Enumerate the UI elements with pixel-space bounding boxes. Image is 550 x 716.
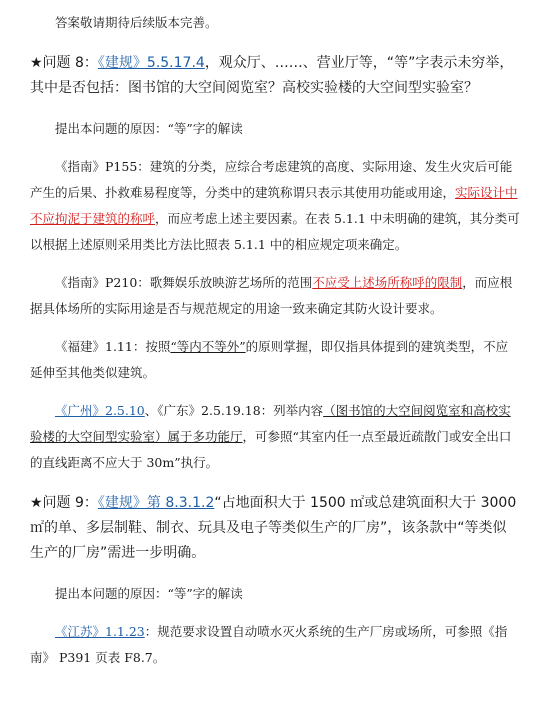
question-8 (30, 51, 520, 101)
paragraph-fujian (30, 334, 520, 386)
question-8-star: ★问题 8： (30, 55, 98, 71)
highlight-red: 实际设计中不应拘泥于建筑的称呼 (30, 185, 518, 226)
text-segment: ：规范要求设置自动喷水灭火系统的生产厂房或场所，可参照《指南》 P391 页表 F8.7。 (30, 624, 508, 665)
paragraph-zhinan-p155 (30, 154, 520, 258)
highlight-red: 不应受上述场所称呼的限制 (312, 275, 463, 290)
guangzhou-reference-link[interactable]: 《广州》2.5.10 (55, 403, 145, 418)
text-segment: 、《广东》2.5.19.18：列举内容 (144, 403, 324, 418)
underline-segment: （图书馆的大空间阅览室和高校实验楼的大空间型实验室）属于多功能厅 (30, 403, 511, 444)
jiangsu-reference-link[interactable]: 《江苏》1.1.23 (55, 624, 145, 639)
question-9 (30, 491, 520, 566)
text-segment: ，而应根据具体场所的实际用途是否与规范规定的用途一致来确定其防火设计要求。 (30, 275, 513, 316)
question-8-reason: 提出本问题的原因：“等”字的解读 (55, 121, 243, 136)
question-9-star: ★问题 9： (30, 495, 98, 511)
question-9-reference-link[interactable]: 《建规》第 8.3.1.2 (97, 495, 215, 511)
paragraph-zhinan-p210 (30, 270, 520, 322)
question-8-text: ，观众厅、……、营业厅等，“等”字表示未穷举，其中是否包括：图书馆的大空间阅览室？高校实验楼的大空间型实验室？ (30, 55, 514, 96)
continuation-line: 答案敬请期待后续版本完善。 (55, 15, 218, 30)
question-8-reference-link[interactable]: 《建规》5.5.17.4 (97, 55, 205, 71)
text-segment: ，可参照“其室内任一点至最近疏散门或安全出口的直线距离不应大于 30m”执行。 (30, 429, 512, 470)
question-9-text: “占地面积大于 1500 ㎡或总建筑面积大于 3000 ㎡的单、多层制鞋、制衣、玩具及电子等类似生产的厂房”，该条款中“等类似生产的厂房”需进一步明确。 (30, 495, 517, 561)
paragraph-jiangsu (30, 619, 520, 671)
text-segment: 《指南》P155：建筑的分类，应综合考虑建筑的高度、实际用途、发生火灾后可能产生的后果、扑救难易程度等，分类中的建筑称谓只表示其使用功能或用途， (30, 159, 513, 200)
question-9-reason: 提出本问题的原因：“等”字的解读 (55, 586, 243, 601)
text-segment: 《福建》1.11：按照 (55, 339, 171, 354)
text-segment: 《指南》P210：歌舞娱乐放映游艺场所的范围 (55, 275, 313, 290)
paragraph-guangzhou (30, 398, 520, 476)
text-segment: ，而应考虑上述主要因素。在表 5.1.1 中未明确的建筑，其分类可以根据上述原则采用类比方法比照表 5.1.1 中的相应规定项来确定。 (30, 211, 520, 252)
underline-segment: “等内不等外” (170, 339, 246, 354)
text-segment: 的原则掌握，即仅指具体提到的建筑类型，不应延伸至其他类似建筑。 (30, 339, 509, 380)
